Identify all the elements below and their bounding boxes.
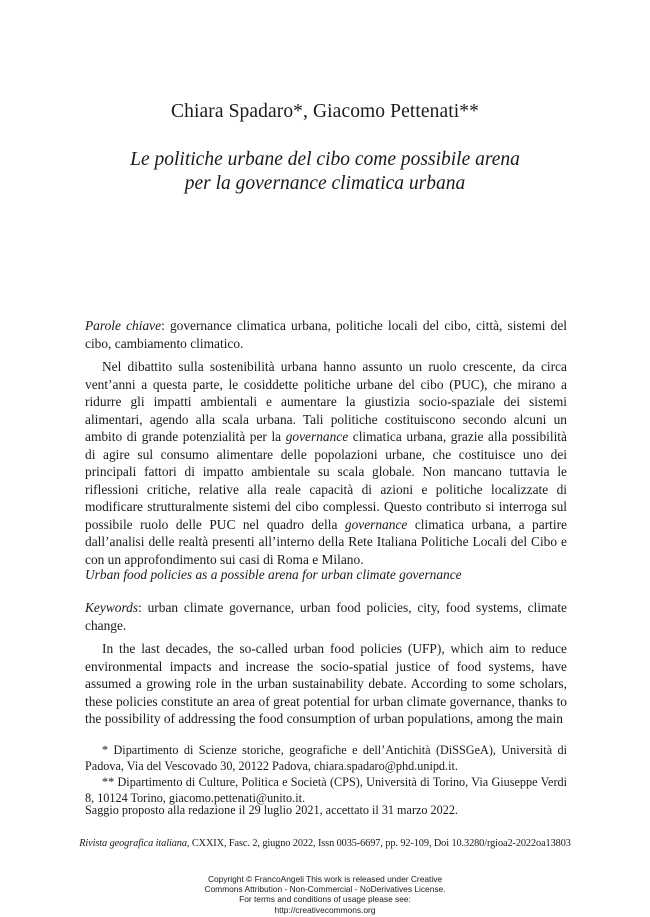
license-line-2: Commons Attribution - Non-Commercial - NoDerivatives License. — [204, 884, 446, 895]
footnotes — [85, 742, 567, 806]
article-title-line-2: per la governance climatica urbana — [184, 173, 466, 194]
citation-details: , CXXIX, Fasc. 2, giugno 2022, Issn 0035-6697, pp. 92-109, Doi 10.3280/rgioa2-2022oa13803 — [186, 838, 571, 849]
english-title: Urban food policies as a possible arena for urban climate governance — [85, 567, 462, 582]
italian-abstract-text-3: climatica urbana, a partire dall’analisi delle realtà presenti all’interno della Rete Italiana Politiche Locali del Cibo e con un approfondimento sui casi di Roma e Milano. — [85, 516, 567, 567]
english-keywords-label: Keywords — [85, 600, 139, 615]
license-line-1: Copyright © FrancoAngeli This work is released under Creative — [207, 874, 443, 884]
license-notice — [0, 874, 650, 915]
article-title — [0, 148, 650, 196]
english-keywords-text: : urban climate governance, urban food policies, city, food systems, climate change. — [85, 600, 567, 633]
italian-keywords-label: Parole chiave — [85, 318, 162, 333]
italian-keywords-text: : governance climatica urbana, politiche locali del cibo, città, sistemi del cibo, cambiamento climatico. — [85, 318, 567, 351]
italian-abstract — [85, 358, 567, 568]
footnote-2: ** Dipartimento di Culture, Politica e Società (CPS), Università di Torino, Via Giuseppe Verdi 8, 10124 Torino, giacomo.pettenati@unito.it. — [85, 775, 567, 805]
italian-abstract-text-2: climatica urbana, grazie alla possibilità di agire sul consumo alimentare delle popolazioni urbane, che costituisce uno dei principali fattori di impatto ambientale su scala globale. Non mancano tuttavia le riflessioni critiche, relative alla reale capacità di azioni e politiche localizzate di modificare strutturalmente sistemi del cibo complessi. Questo contributo si interroga sul possibile ruolo delle PUC nel quadro della — [85, 429, 567, 532]
italian-abstract-section — [85, 317, 567, 568]
footnote-1: * Dipartimento di Scienze storiche, geografiche e dell’Antichità (DiSSGeA), Università di Padova, Via del Vescovado 30, 20122 Padova, chiara.spadaro@phd.unipd.it. — [85, 743, 567, 773]
english-abstract: In the last decades, the so-called urban food policies (UFP), which aim to reduce environmental impacts and increase the socio-spatial justice of food systems, have assumed a growing role in the urban sustainability debate. According to some scholars, these policies constitute an area of great potential for urban climate governance, thanks to the possibility of addressing the food consumption of urban populations, among the main — [85, 641, 567, 726]
italian-abstract-italic-1: governance — [285, 429, 349, 444]
submission-dates: Saggio proposto alla redazione il 29 luglio 2021, accettato il 31 marzo 2022. — [85, 803, 458, 817]
article-title-line-1: Le politiche urbane del cibo come possibile arena — [130, 149, 520, 170]
journal-citation — [0, 838, 650, 849]
license-link[interactable]: http://creativecommons.org — [274, 904, 376, 915]
authors: Chiara Spadaro*, Giacomo Pettenati** — [171, 101, 479, 122]
english-abstract-section — [85, 599, 567, 728]
italian-abstract-italic-2: governance — [344, 516, 408, 532]
italian-keywords — [85, 317, 567, 352]
license-line-3: For terms and conditions of usage please see: — [239, 894, 411, 905]
italian-abstract-text-1: Nel dibattito sulla sostenibilità urbana hanno assunto un ruolo crescente, da circa vent’anni a questa parte, le cosiddette politiche urbane del cibo (PUC), che mirano a ridurre gli impatti ambientali e aumentare la giustizia socio-spaziale dei sistemi alimentari, agendo alla scala urbana. Tali politiche costituiscono secondo alcuni un ambito di grande potenzialità per la — [85, 359, 567, 444]
english-keywords — [85, 599, 567, 634]
journal-name: Rivista geografica italiana — [79, 838, 187, 849]
